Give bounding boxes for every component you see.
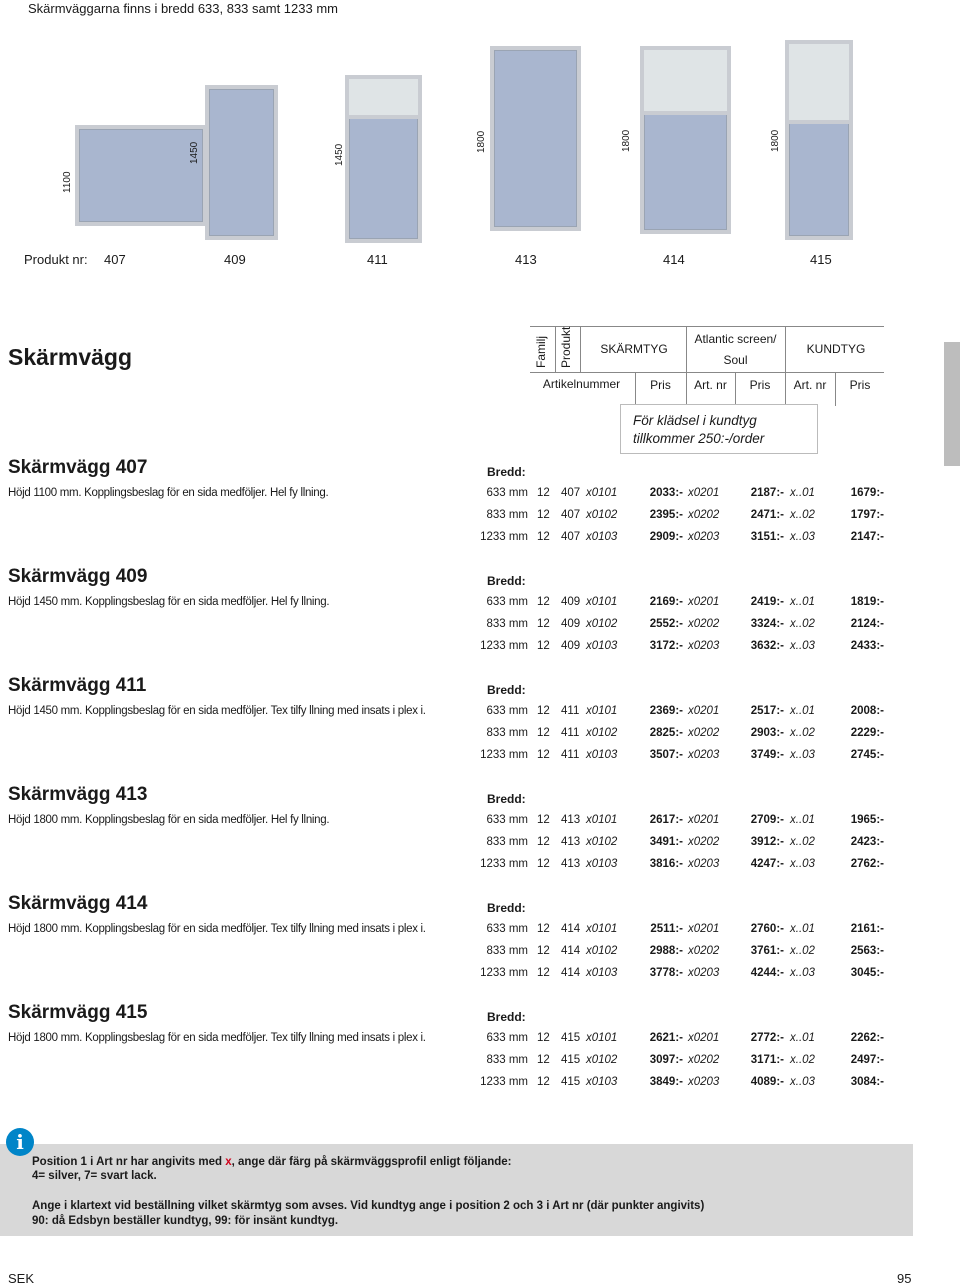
cell-a3: x..01 [790, 814, 815, 826]
cell-p2: 2419:- [750, 596, 784, 608]
cell-p2: 2471:- [750, 509, 784, 521]
cell-p3: 2161:- [850, 923, 884, 935]
product-section [0, 893, 960, 1001]
cell-p1: 3816:- [649, 858, 683, 870]
height-label: 1800 [621, 129, 632, 152]
cell-p1: 2033:- [649, 487, 683, 499]
cell-p3: 2147:- [850, 531, 884, 543]
bredd-label: Bredd: [487, 465, 526, 479]
product-nr-label: Produkt nr: [24, 252, 88, 267]
cell-f: 12 [537, 487, 550, 499]
header-atlantic: Atlantic screen/ [694, 332, 777, 346]
cell-a3: x..02 [790, 1054, 815, 1066]
header-skarmtyg: SKÄRMTYG [600, 342, 668, 356]
note-line: För klädsel i kundtyg [633, 413, 757, 428]
table-row [0, 596, 960, 618]
product-section [0, 457, 960, 565]
cell-a1: x0103 [586, 858, 618, 870]
section-title: Skärmvägg 411 [8, 675, 147, 696]
bredd-label: Bredd: [487, 901, 526, 915]
cell-p2: 2760:- [750, 923, 784, 935]
cell-p3: 1797:- [850, 509, 884, 521]
cell-f: 12 [537, 531, 550, 543]
cell-f: 12 [537, 727, 550, 739]
height-label: 1450 [189, 141, 200, 164]
cell-a3: x..01 [790, 923, 815, 935]
header-produkt: Produkt [559, 326, 573, 368]
side-tab [944, 342, 960, 466]
product-section [0, 675, 960, 783]
product-number: 414 [663, 252, 685, 267]
bredd-label: Bredd: [487, 683, 526, 697]
cell-p1: 3778:- [649, 967, 683, 979]
cell-p3: 2745:- [850, 749, 884, 761]
table-row [0, 618, 960, 640]
cell-p3: 1819:- [850, 596, 884, 608]
cell-w: 633 mm [486, 705, 528, 717]
cell-a2: x0203 [688, 531, 720, 543]
header-art-nr: Art. nr [694, 378, 727, 392]
cell-a3: x..03 [790, 1076, 815, 1088]
cell-p: 407 [561, 487, 581, 499]
page-number: 95 [897, 1271, 912, 1286]
cell-a2: x0203 [688, 1076, 720, 1088]
cell-p: 407 [561, 531, 581, 543]
cell-a2: x0202 [688, 836, 720, 848]
cell-a1: x0103 [586, 749, 618, 761]
cell-p: 414 [561, 923, 581, 935]
cell-a3: x..01 [790, 487, 815, 499]
cell-w: 633 mm [486, 1032, 528, 1044]
cell-p2: 2517:- [750, 705, 784, 717]
cell-p: 409 [561, 640, 581, 652]
info-line: 90: då Edsbyn beställer kundtyg, 99: för insänt kundtyg. [32, 1215, 339, 1227]
cell-a2: x0201 [688, 814, 720, 826]
product-section [0, 784, 960, 892]
cell-p3: 2229:- [850, 727, 884, 739]
cell-a2: x0202 [688, 727, 720, 739]
info-text: Position 1 i Art nr har angivits med [32, 1156, 226, 1168]
product-section [0, 566, 960, 674]
cell-a3: x..02 [790, 618, 815, 630]
product-number: 409 [224, 252, 246, 267]
header-mid-line [530, 372, 884, 373]
cell-a2: x0203 [688, 967, 720, 979]
product-number: 411 [367, 252, 388, 267]
header-pris: Pris [749, 378, 771, 392]
cell-p1: 3507:- [649, 749, 683, 761]
table-row [0, 814, 960, 836]
header-soul: Soul [723, 353, 748, 367]
cell-p2: 3632:- [750, 640, 784, 652]
panel-415 [785, 40, 853, 240]
cell-w: 1233 mm [480, 749, 528, 761]
cell-f: 12 [537, 705, 550, 717]
cell-f: 12 [537, 967, 550, 979]
cell-w: 1233 mm [480, 640, 528, 652]
cell-f: 12 [537, 814, 550, 826]
section-title: Skärmvägg 413 [8, 784, 148, 805]
cell-p: 413 [561, 858, 581, 870]
cell-p: 413 [561, 836, 581, 848]
header-pris: Pris [849, 378, 871, 392]
cell-a3: x..03 [790, 967, 815, 979]
cell-a3: x..02 [790, 945, 815, 957]
cell-f: 12 [537, 923, 550, 935]
cell-p: 413 [561, 814, 581, 826]
cell-a3: x..02 [790, 509, 815, 521]
cell-f: 12 [537, 596, 550, 608]
cell-w: 633 mm [486, 923, 528, 935]
cell-w: 833 mm [486, 727, 528, 739]
cell-a2: x0201 [688, 596, 720, 608]
cell-p1: 3097:- [649, 1054, 683, 1066]
cell-p2: 3324:- [750, 618, 784, 630]
section-title: Skärmvägg 415 [8, 1002, 148, 1023]
table-row [0, 487, 960, 509]
cell-p2: 4247:- [750, 858, 784, 870]
cell-a1: x0101 [586, 923, 618, 935]
cell-w: 833 mm [486, 836, 528, 848]
cell-f: 12 [537, 640, 550, 652]
cell-p3: 2497:- [850, 1054, 884, 1066]
cell-p: 415 [561, 1076, 581, 1088]
cell-w: 833 mm [486, 618, 528, 630]
cell-a1: x0101 [586, 596, 618, 608]
cell-p1: 2909:- [649, 531, 683, 543]
cell-p: 411 [561, 749, 580, 761]
cell-p: 415 [561, 1054, 581, 1066]
cell-p1: 3849:- [649, 1076, 683, 1088]
cell-a2: x0202 [688, 509, 720, 521]
section-description: Höjd 1800 mm. Kopplingsbeslag för en sida medföljer. Tex tilfy llning med insats i plex i. [8, 1032, 426, 1044]
height-label: 1800 [770, 129, 781, 152]
cell-p2: 3151:- [750, 531, 784, 543]
plexi-insert [349, 79, 418, 119]
cell-p2: 2772:- [750, 1032, 784, 1044]
cell-p1: 2552:- [649, 618, 683, 630]
cell-p1: 2988:- [649, 945, 683, 957]
header-top-line [530, 326, 884, 327]
cell-p3: 2262:- [850, 1032, 884, 1044]
cell-a3: x..03 [790, 749, 815, 761]
section-description: Höjd 1800 mm. Kopplingsbeslag för en sida medföljer. Hel fy llning. [8, 814, 330, 826]
cell-p3: 2008:- [850, 705, 884, 717]
cell-p3: 2762:- [850, 858, 884, 870]
cell-f: 12 [537, 749, 550, 761]
panel-413 [490, 46, 581, 231]
cell-a3: x..01 [790, 596, 815, 608]
cell-a1: x0103 [586, 1076, 618, 1088]
top-caption: Skärmväggarna finns i bredd 633, 833 samt 1233 mm [28, 1, 339, 16]
cell-a3: x..03 [790, 858, 815, 870]
cell-w: 833 mm [486, 945, 528, 957]
table-row [0, 727, 960, 749]
cell-p: 411 [561, 727, 580, 739]
cell-a3: x..01 [790, 1032, 815, 1044]
cell-p3: 2563:- [850, 945, 884, 957]
header-art-nr: Art. nr [793, 378, 827, 392]
cell-w: 633 mm [486, 814, 528, 826]
cell-p2: 3761:- [750, 945, 784, 957]
cell-f: 12 [537, 1054, 550, 1066]
height-label: 1100 [62, 171, 73, 193]
cell-a2: x0202 [688, 945, 720, 957]
cell-p: 409 [561, 618, 581, 630]
cell-p1: 2169:- [649, 596, 683, 608]
kundtyg-note [620, 404, 818, 454]
cell-p3: 1965:- [850, 814, 884, 826]
cell-f: 12 [537, 1032, 550, 1044]
cell-a2: x0203 [688, 858, 720, 870]
cell-w: 633 mm [486, 596, 528, 608]
cell-a1: x0102 [586, 618, 618, 630]
cell-a1: x0103 [586, 640, 618, 652]
product-number: 415 [810, 252, 832, 267]
page-title: Skärmvägg [8, 344, 133, 370]
table-row [0, 640, 960, 662]
plexi-insert [789, 44, 849, 124]
cell-w: 833 mm [486, 509, 528, 521]
table-row [0, 705, 960, 727]
header-pris: Pris [650, 378, 671, 392]
cell-a1: x0101 [586, 487, 618, 499]
cell-p1: 2369:- [649, 705, 683, 717]
table-row [0, 923, 960, 945]
cell-a1: x0102 [586, 945, 618, 957]
cell-p2: 3749:- [750, 749, 784, 761]
header-familj: Familj [534, 336, 548, 368]
table-row [0, 858, 960, 880]
cell-a2: x0201 [688, 705, 720, 717]
cell-p1: 2395:- [649, 509, 683, 521]
header-divider [555, 326, 556, 372]
cell-a1: x0103 [586, 531, 618, 543]
cell-a1: x0102 [586, 727, 618, 739]
header-artikelnummer: Artikelnummer [542, 377, 621, 391]
cell-a1: x0101 [586, 705, 618, 717]
cell-f: 12 [537, 618, 550, 630]
cell-a2: x0203 [688, 749, 720, 761]
cell-p3: 2124:- [850, 618, 884, 630]
table-row [0, 1032, 960, 1054]
cell-p: 414 [561, 945, 581, 957]
cell-a3: x..02 [790, 727, 815, 739]
cell-f: 12 [537, 945, 550, 957]
cell-p1: 3491:- [649, 836, 683, 848]
cell-p2: 2903:- [750, 727, 784, 739]
info-line: Ange i klartext vid beställning vilket skärmtyg som avses. Vid kundtyg ange i position 2 och 3 i Art nr (där punkter angivits) [32, 1200, 705, 1212]
section-description: Höjd 1450 mm. Kopplingsbeslag för en sida medföljer. Hel fy llning. [8, 596, 330, 608]
cell-p: 407 [561, 509, 581, 521]
cell-p1: 3172:- [649, 640, 683, 652]
section-title: Skärmvägg 407 [8, 457, 148, 478]
panel-409 [205, 85, 278, 240]
cell-a1: x0102 [586, 1054, 618, 1066]
cell-a3: x..03 [790, 640, 815, 652]
cell-f: 12 [537, 836, 550, 848]
cell-p2: 4089:- [750, 1076, 784, 1088]
cell-a2: x0203 [688, 640, 720, 652]
height-label: 1450 [334, 143, 345, 166]
bredd-label: Bredd: [487, 1010, 526, 1024]
header-kundtyg: KUNDTYG [806, 342, 866, 356]
cell-p2: 2709:- [750, 814, 784, 826]
cell-p: 414 [561, 967, 581, 979]
cell-p1: 2621:- [649, 1032, 683, 1044]
cell-p: 415 [561, 1032, 581, 1044]
cell-w: 833 mm [486, 1054, 528, 1066]
cell-a1: x0103 [586, 967, 618, 979]
info-text: , ange där färg på skärmväggsprofil enligt följande: [231, 1156, 512, 1168]
section-title: Skärmvägg 414 [8, 893, 148, 914]
info-line: 4= silver, 7= svart lack. [32, 1170, 157, 1182]
table-row [0, 1054, 960, 1076]
table-row [0, 509, 960, 531]
section-description: Höjd 1800 mm. Kopplingsbeslag för en sida medföljer. Tex tilfy llning med insats i plex i. [8, 923, 426, 935]
cell-p1: 2511:- [650, 923, 683, 935]
info-line [32, 1156, 512, 1168]
cell-a3: x..02 [790, 836, 815, 848]
table-row [0, 836, 960, 858]
table-row [0, 749, 960, 771]
cell-p2: 3912:- [750, 836, 784, 848]
cell-a1: x0101 [586, 1032, 618, 1044]
section-title: Skärmvägg 409 [8, 566, 148, 587]
product-section [0, 1002, 960, 1110]
cell-f: 12 [537, 509, 550, 521]
cell-a1: x0101 [586, 814, 618, 826]
cell-p3: 3045:- [850, 967, 884, 979]
cell-a1: x0102 [586, 836, 618, 848]
cell-w: 633 mm [486, 487, 528, 499]
cell-a2: x0201 [688, 1032, 720, 1044]
panel-414 [640, 46, 731, 234]
cell-a3: x..03 [790, 531, 815, 543]
cell-p2: 4244:- [750, 967, 784, 979]
table-row [0, 945, 960, 967]
cell-p3: 3084:- [850, 1076, 884, 1088]
cell-p: 409 [561, 596, 581, 608]
header-divider [580, 326, 581, 372]
cell-w: 1233 mm [480, 1076, 528, 1088]
cell-p: 411 [561, 705, 580, 717]
bredd-label: Bredd: [487, 792, 526, 806]
cell-p3: 2423:- [850, 836, 884, 848]
info-icon: i [6, 1128, 34, 1156]
panel-411 [345, 75, 422, 243]
bredd-label: Bredd: [487, 574, 526, 588]
height-label: 1800 [476, 130, 487, 153]
section-description: Höjd 1450 mm. Kopplingsbeslag för en sida medföljer. Tex tilfy llning med insats i plex i. [8, 705, 426, 717]
panel-407 [75, 125, 207, 226]
table-row [0, 1076, 960, 1098]
cell-a2: x0201 [688, 923, 720, 935]
plexi-insert [644, 50, 727, 115]
note-line: tillkommer 250:-/order [633, 431, 765, 446]
cell-a2: x0202 [688, 1054, 720, 1066]
cell-p1: 2617:- [649, 814, 683, 826]
cell-a3: x..01 [790, 705, 815, 717]
cell-a1: x0102 [586, 509, 618, 521]
cell-p2: 2187:- [750, 487, 784, 499]
cell-w: 1233 mm [480, 967, 528, 979]
product-number: 413 [515, 252, 537, 267]
cell-p3: 2433:- [850, 640, 884, 652]
cell-a2: x0202 [688, 618, 720, 630]
section-description: Höjd 1100 mm. Kopplingsbeslag för en sida medföljer. Hel fy llning. [8, 487, 329, 499]
cell-p3: 1679:- [850, 487, 884, 499]
cell-p2: 3171:- [750, 1054, 784, 1066]
cell-p1: 2825:- [649, 727, 683, 739]
footer-currency: SEK [8, 1271, 35, 1286]
info-x: x [225, 1156, 232, 1168]
cell-a2: x0201 [688, 487, 720, 499]
table-row [0, 967, 960, 989]
cell-f: 12 [537, 858, 550, 870]
cell-f: 12 [537, 1076, 550, 1088]
cell-w: 1233 mm [480, 531, 528, 543]
cell-w: 1233 mm [480, 858, 528, 870]
table-row [0, 531, 960, 553]
product-number: 407 [104, 252, 126, 267]
